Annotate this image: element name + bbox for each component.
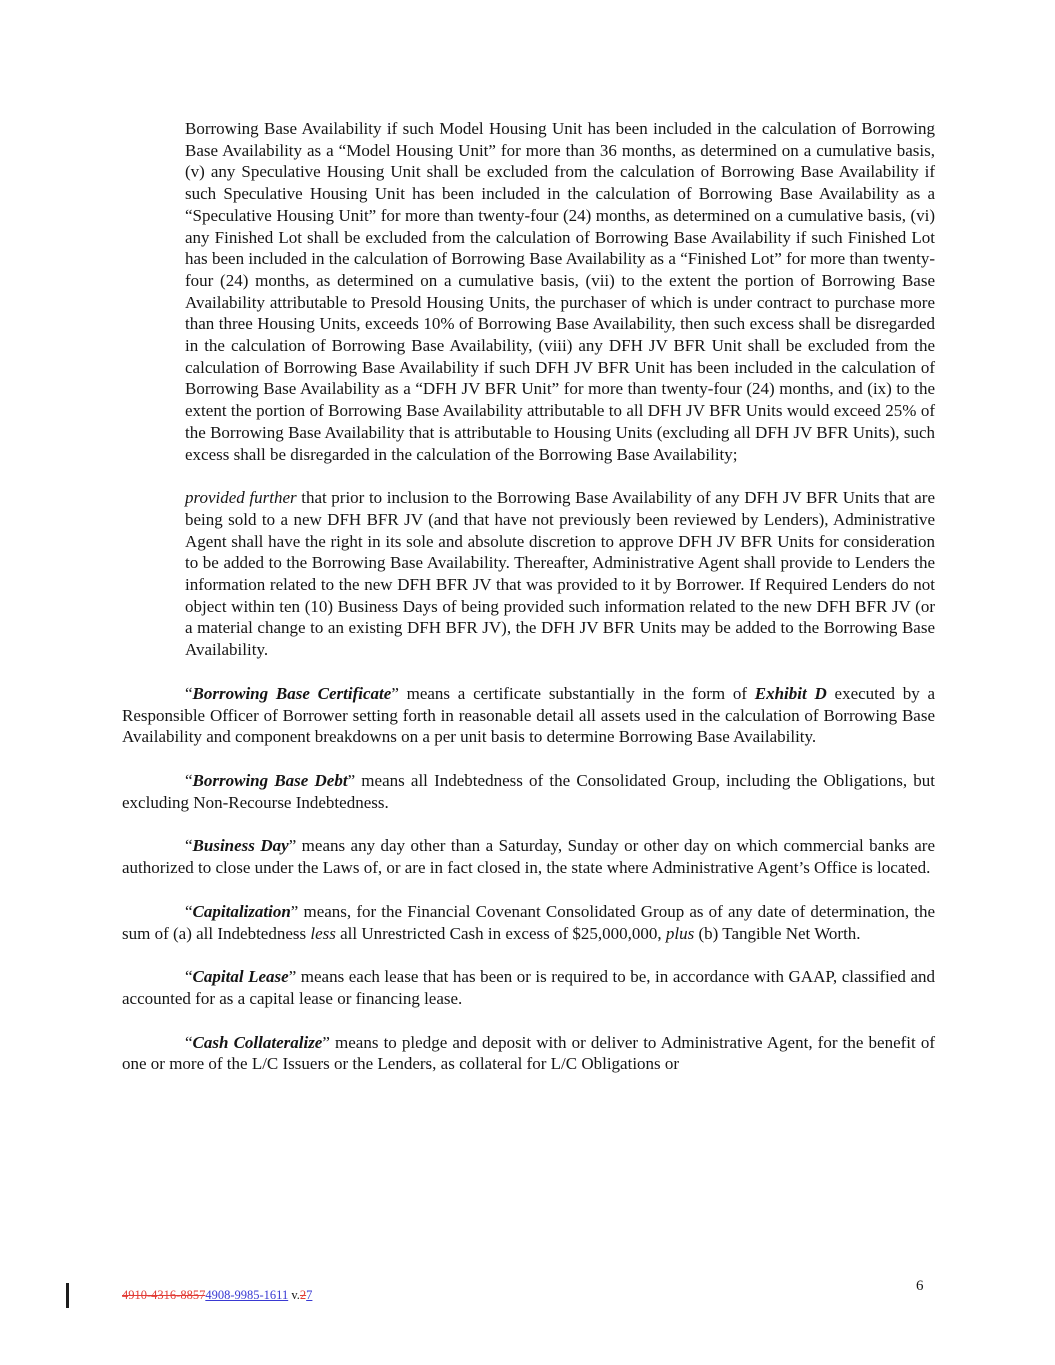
text-run-plain: “ xyxy=(185,901,193,921)
text-run-italic: less xyxy=(310,923,336,943)
text-run-plain: ” means any day other than a Saturday, Sunday or other day on which commercial banks are authorized to close under the Laws of, or are in fact closed in, the state where Administrative Agent’s Office is located. xyxy=(122,836,936,878)
text-run-plain: “ xyxy=(185,1032,193,1052)
text-run-plain: (b) Tangible Net Worth. xyxy=(694,923,861,943)
revision-change-bar xyxy=(66,1283,69,1308)
text-run-plain: ” means a certificate substantially in the form of xyxy=(391,683,755,703)
text-run-italic: plus xyxy=(665,923,695,943)
footer-inserted-doc-id: 4908-9985-1611 xyxy=(205,1288,289,1302)
document-body xyxy=(122,118,935,1097)
page-number: 6 xyxy=(916,1278,924,1294)
footer-deleted-doc-id: 4910-4316-8857 xyxy=(122,1288,206,1302)
text-run-bolditalic: Capitalization xyxy=(192,901,291,921)
text-run-plain: “ xyxy=(185,683,193,703)
paragraph-capitalization xyxy=(122,901,935,944)
paragraph-capital-lease xyxy=(122,966,935,1009)
text-run-bolditalic: Borrowing Base Certificate xyxy=(192,683,392,703)
text-run-bolditalic: Business Day xyxy=(192,836,289,856)
text-run-plain: Borrowing Base Availability if such Model Housing Unit has been included in the calculation of Borrowing Base Availability as a “Model Housing Unit” for more than 36 months, as determined on a cumulative basis, (v) any Speculative Housing Unit shall be excluded from the calculation of Borrowing Base Availability if such Speculative Housing Unit has been included in the calculation of Borrowing Base Availability as a “Speculative Housing Unit” for more than twenty-four (24) months, as determined on a cumulative basis, (vi) any Finished Lot shall be excluded from the calculation of Borrowing Base Availability if such Finished Lot has been included in the calculation of Borrowing Base Availability as a “Finished Lot” for more than twenty-four (24) months, as determined on a cumulative basis, (vii) to the extent the portion of Borrowing Base Availability attributable to Presold Housing Units, the purchaser of which is under contract to purchase more than three Housing Units, exceeds 10% of Borrowing Base Availability, then such excess shall be disregarded in the calculation of Borrowing Base Availability, (viii) any DFH JV BFR Unit shall be excluded from the calculation of Borrowing Base Availability if such DFH JV BFR Unit has been included in the calculation of Borrowing Base Availability as a “DFH JV BFR Unit” for more than twenty-four (24) months, and (ix) to the extent the portion of Borrowing Base Availability attributable to all DFH JV BFR Units would exceed 25% of the Borrowing Base Availability that is attributable to Housing Units (excluding all DFH JV BFR Units), such excess shall be disregarded in the calculation of the Borrowing Base Availability; xyxy=(185,119,935,464)
text-run-plain: “ xyxy=(185,770,193,790)
paragraph-provided-further xyxy=(185,487,935,661)
text-run-plain: “ xyxy=(185,836,193,856)
text-run-plain: ” means to pledge and deposit with or deliver to Administrative Agent, for the benefit of one or more of the L/C Issuers or the Lenders, as collateral for L/C Obligations or xyxy=(122,1032,935,1074)
text-run-bolditalic: Cash Collateralize xyxy=(192,1032,323,1052)
text-run-bolditalic: Borrowing Base Debt xyxy=(192,770,348,790)
footer-deleted-version: 2 xyxy=(299,1288,307,1302)
paragraph-borrowing-base-debt xyxy=(122,770,935,813)
paragraph-cash-collateralize xyxy=(122,1032,935,1075)
paragraph-business-day xyxy=(122,835,935,878)
paragraph-borrowing-base-certificate xyxy=(122,683,935,748)
text-run-plain: executed by a Responsible Officer of Borrower setting forth in reasonable detail all assets used in the calculation of Borrowing Base Availability and component breakdowns on a per unit basis to determine Borrowing Base Availability. xyxy=(122,683,936,747)
text-run-bolditalic: Exhibit D xyxy=(754,683,827,703)
text-run-plain: ” means, for the Financial Covenant Consolidated Group as of any date of determination, the sum of (a) all Indebtedness xyxy=(122,901,935,943)
text-run-bolditalic: Capital Lease xyxy=(192,967,289,987)
footer-inserted-version: 7 xyxy=(306,1288,313,1302)
text-run-plain: ” means all Indebtedness of the Consolidated Group, including the Obligations, but excluding Non-Recourse Indebtedness. xyxy=(122,770,935,812)
text-run-plain: all Unrestricted Cash in excess of $25,000,000, xyxy=(335,923,666,943)
footer-document-id xyxy=(122,1288,312,1303)
text-run-plain: “ xyxy=(185,967,193,987)
paragraph-borrowing-base-availability-exclusions xyxy=(185,118,935,465)
text-run-plain: ” means each lease that has been or is required to be, in accordance with GAAP, classified and accounted for as a capital lease or financing lease. xyxy=(122,967,935,1008)
footer-version-prefix: v. xyxy=(288,1288,300,1302)
text-run-plain: that prior to inclusion to the Borrowing Base Availability of any DFH JV BFR Units that are being sold to a new DFH BFR JV (and that have not previously been reviewed by Lenders), Administrative Agent shall have the right in its sole and absolute discretion to approve DFH JV BFR Units for consideration to be added to the Borrowing Base Availability. Thereafter, Administrative Agent shall provide to Lenders the information related to the new DFH BFR JV that was provided to it by Borrower. If Required Lenders do not object within ten (10) Business Days of being provided such information related to the new DFH BFR JV (or a material change to an existing DFH BFR JV), the DFH JV BFR Units may be added to the Borrowing Base Availability. xyxy=(185,488,936,660)
text-run-italic: provided further xyxy=(185,488,297,508)
